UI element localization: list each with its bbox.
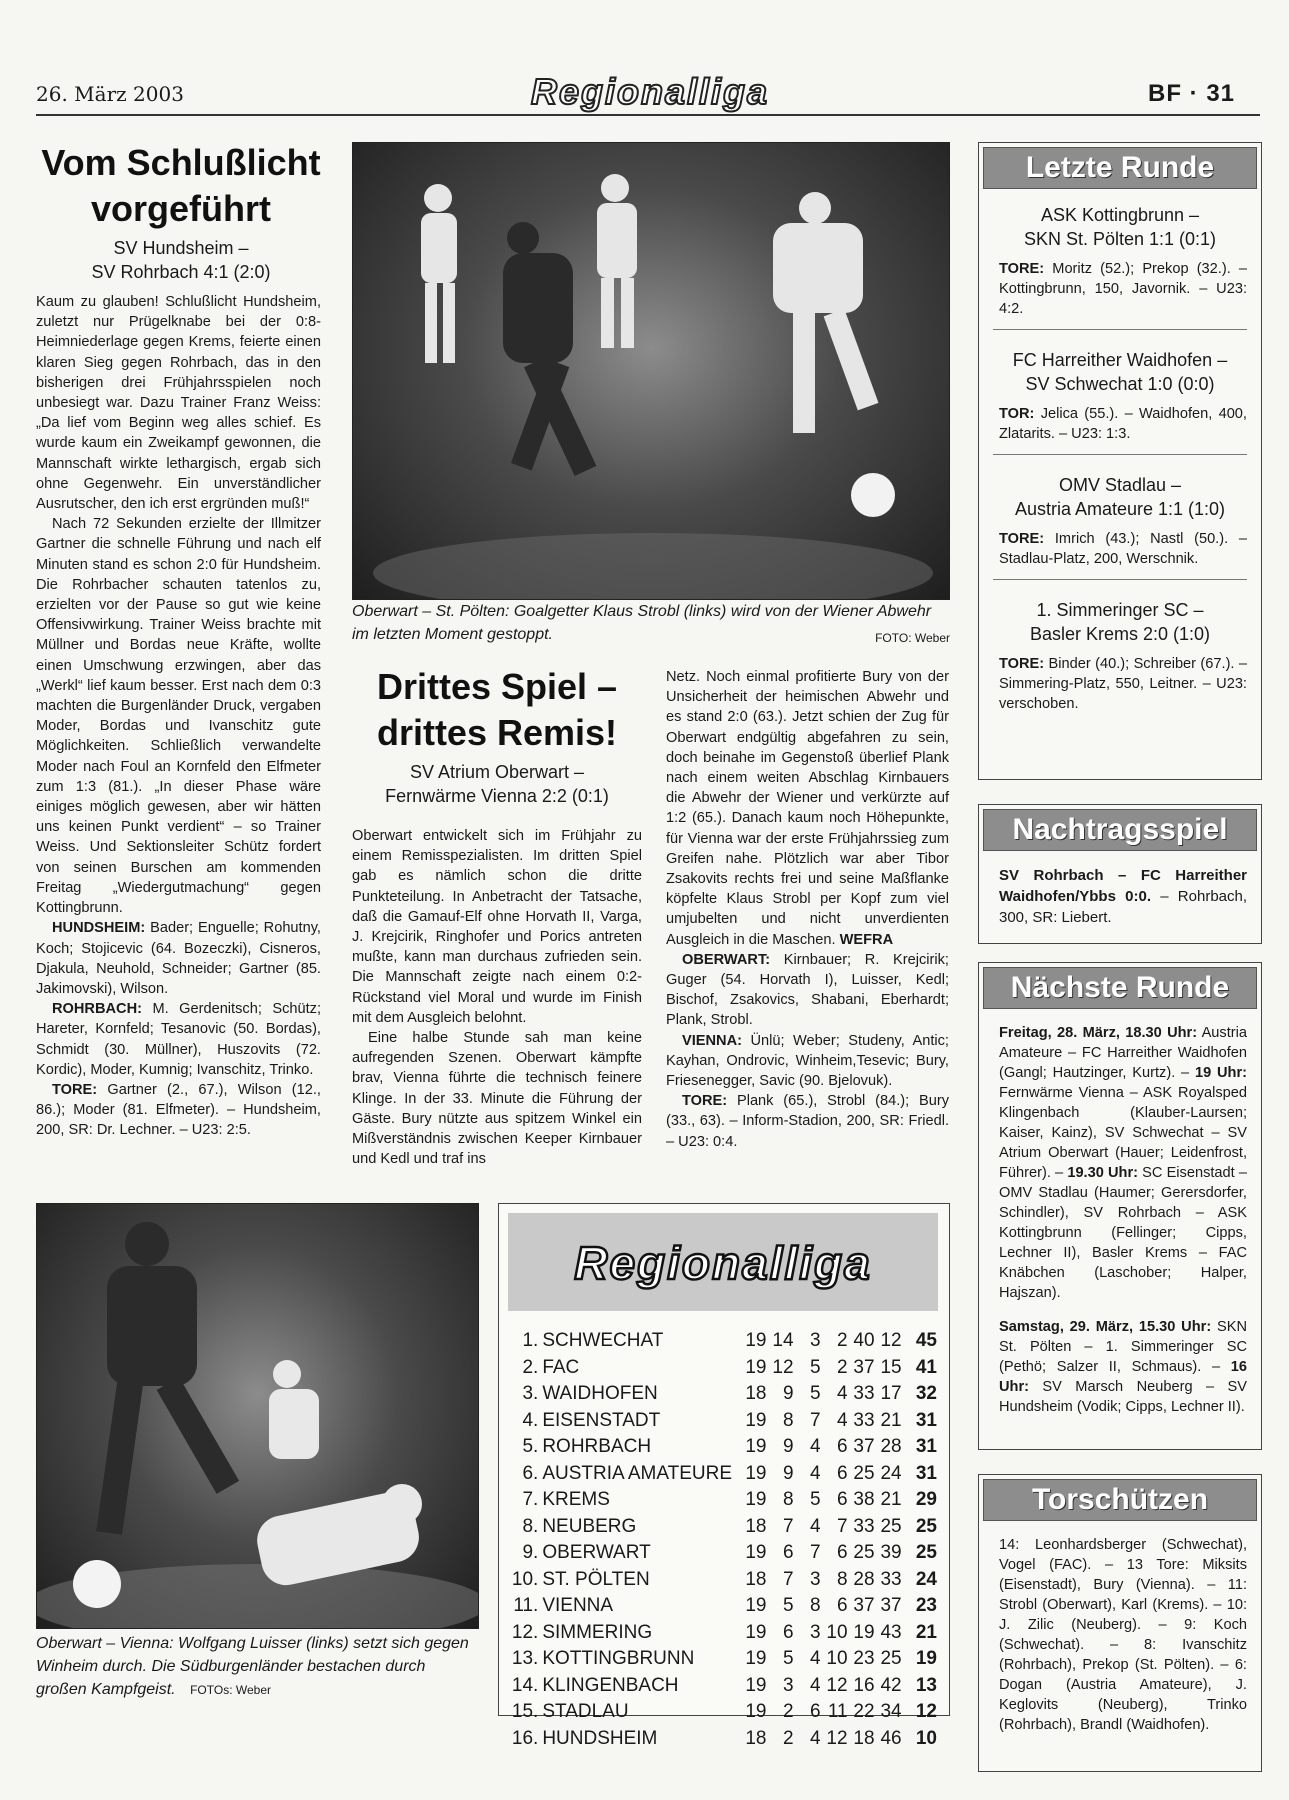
wins: 8 [782, 1409, 794, 1431]
team-name: WAIDHOFEN [542, 1383, 658, 1404]
goals-for: 18 [853, 1727, 875, 1749]
page-number: BF · 31 [1148, 80, 1236, 107]
losses: 6 [836, 1436, 848, 1457]
wins: 6 [782, 1621, 794, 1643]
header-rule [36, 114, 1260, 116]
losses: 4 [836, 1409, 848, 1431]
losses: 6 [836, 1489, 848, 1510]
team-name: SIMMERING [542, 1621, 653, 1643]
games: 19 [745, 1595, 767, 1616]
divider [993, 579, 1247, 580]
fixtures-friday [999, 1023, 1247, 1303]
goals-label: TORE: [52, 1081, 98, 1098]
team-name: SCHWECHAT [542, 1330, 664, 1351]
rank: 16. [511, 1727, 539, 1749]
losses: 10 [826, 1621, 848, 1643]
team-name: FAC [542, 1356, 580, 1378]
games: 18 [745, 1383, 767, 1404]
result-match: ASK Kottingbrunn – SKN St. Pölten 1:1 (0:1) [1023, 205, 1217, 249]
nachtrag-details: – Rohrbach, 300, SR: Liebert. [999, 888, 1248, 926]
wins: 9 [782, 1436, 794, 1457]
team-name: ROHRBACH [542, 1436, 652, 1457]
losses: 6 [836, 1462, 848, 1484]
rank: 7. [522, 1489, 539, 1510]
photo1-credit: FOTO: Weber [875, 631, 950, 645]
team-name: STADLAU [542, 1701, 629, 1722]
losses: 2 [836, 1356, 848, 1378]
draws: 5 [809, 1489, 821, 1510]
letzte-runde-title: Letzte Runde [983, 147, 1257, 189]
wins: 2 [782, 1701, 794, 1722]
players-silhouette [37, 1204, 478, 1628]
table-row [507, 1355, 937, 1382]
goals-for: 37 [853, 1595, 875, 1616]
article2-goals: Plank (65.), Strobl (84.); Bury (33., 63). – Inform-Stadion, 200, SR: Friedl. – U23: 0:4. [666, 1093, 949, 1150]
table-row [507, 1699, 937, 1726]
games: 18 [745, 1515, 767, 1537]
points: 19 [915, 1648, 937, 1669]
wins: 5 [782, 1595, 794, 1616]
nachtrag-text [999, 865, 1247, 928]
fixture-time: 16 Uhr: [999, 1359, 1247, 1395]
wins: 3 [782, 1674, 794, 1696]
points: 31 [915, 1409, 937, 1431]
losses: 4 [836, 1383, 848, 1404]
naechste-runde-title: Nächste Runde [983, 967, 1257, 1009]
goals-against: 37 [880, 1595, 902, 1616]
wins: 7 [782, 1568, 794, 1590]
article1-lineup-home: Bader; Enguelle; Rohutny, Koch; Stojicevic (64. Bozeczki), Cisneros, Djakula, Neuhold, Schneider; Gartner (85. Jakimovski), Wilson. [36, 920, 321, 997]
rank: 14. [511, 1674, 539, 1696]
result-details-text: Binder (40.); Schreiber (67.). – Simmering-Platz, 550, Leitner. – U23: verschoben. [999, 656, 1247, 712]
games: 19 [745, 1621, 767, 1643]
goals-against: 25 [880, 1515, 902, 1537]
fixture-text: SC Eisenstadt – OMV Stadlau (Haumer; Gerersdorfer, Schindler), SV Rohrbach – ASK Kottingbrunn (Fellinger; Cipps, Lechner II), Basler Krems – FAC Knäbchen (Laschober; Halper, Hajszan). [999, 1165, 1247, 1301]
draws: 4 [809, 1727, 821, 1749]
goals-against: 33 [880, 1568, 902, 1590]
nachtrag-result: SV Rohrbach – FC Harreither Waidhofen/Ybbs 0:0. [999, 867, 1247, 905]
standings-table [507, 1328, 937, 1752]
goals-against: 42 [880, 1674, 902, 1696]
games: 18 [745, 1727, 767, 1749]
wins: 7 [782, 1515, 794, 1537]
goals-against: 15 [880, 1356, 902, 1378]
draws: 7 [809, 1542, 821, 1563]
rank: 6. [522, 1462, 539, 1484]
fixture-text: SKN St. Pölten – 1. Simmeringer SC (Pethö; Salzer II, Schmaus). – [999, 1319, 1247, 1375]
table-row [507, 1408, 937, 1435]
standings-title-graphic [508, 1213, 938, 1311]
goals-label: TOR: [999, 406, 1035, 422]
games: 19 [745, 1356, 767, 1378]
team-name: HUNDSHEIM [542, 1727, 658, 1749]
rank: 10. [511, 1568, 539, 1590]
games: 19 [745, 1648, 767, 1669]
result-details-text: Moritz (52.); Prekop (32.). – Kottingbrunn, 150, Javornik. – U23: 4:2. [999, 261, 1247, 317]
points: 25 [915, 1515, 937, 1537]
team-name: OBERWART [542, 1542, 651, 1563]
article2-title: Drittes Spiel – drittes Remis! [376, 666, 618, 753]
points: 13 [915, 1674, 937, 1696]
result-details-text: Jelica (55.). – Waidhofen, 400, Zlatarits. – U23: 1:3. [999, 406, 1247, 442]
losses: 8 [836, 1568, 848, 1590]
games: 18 [745, 1568, 767, 1590]
rank: 3. [522, 1383, 539, 1404]
goals-for: 37 [853, 1436, 875, 1457]
rank: 9. [522, 1542, 539, 1563]
games: 19 [745, 1409, 767, 1431]
points: 45 [915, 1330, 937, 1351]
divider [993, 454, 1247, 455]
standings-box [498, 1203, 950, 1749]
games: 19 [745, 1462, 767, 1484]
draws: 4 [809, 1436, 821, 1457]
result-details [999, 654, 1247, 714]
section-title-text: Regionalliga [530, 71, 770, 112]
points: 10 [915, 1727, 937, 1749]
table-row [507, 1673, 937, 1700]
article2-author: WEFRA [839, 931, 894, 948]
goals-for: 38 [853, 1489, 875, 1510]
draws: 6 [809, 1701, 821, 1722]
torschuetzen-text: 14: Leonhardsberger (Schwechat), Vogel (FAC). – 13 Tore: Miksits (Eisenstadt), Bury (Vienna). – 11: Strobl (Oberwart), Karl (Krems). – 10: J. Zilic (Neuberg). – 9: Koch (Schwechat). – 8: Ivanschitz (Rohrbach), Prekop (St. Pölten). – 6: Dogan (Austria Amateure), J. Keglovits (Neuberg), Trinko (Rohrbach), Brandl (Waidhofen). [999, 1537, 1247, 1733]
draws: 4 [809, 1674, 821, 1696]
team-name: KOTTINGBRUNN [542, 1648, 695, 1669]
lineup-label: ROHRBACH: [52, 1001, 142, 1018]
losses: 12 [826, 1674, 848, 1696]
points: 21 [915, 1621, 937, 1643]
table-row [507, 1487, 937, 1514]
result-details [999, 259, 1247, 319]
rank: 11. [513, 1595, 539, 1616]
draws: 4 [809, 1648, 821, 1669]
losses: 6 [836, 1595, 848, 1616]
photo1-caption-text: Oberwart – St. Pölten: Goalgetter Klaus Strobl (links) wird von der Wiener Abwehr im letzten Moment gestoppt. [352, 603, 932, 643]
goals-for: 33 [853, 1515, 875, 1537]
points: 23 [915, 1595, 937, 1616]
table-row [507, 1567, 937, 1594]
goals-against: 12 [880, 1330, 902, 1351]
letzte-runde-box [978, 142, 1262, 780]
team-name: KLINGENBACH [542, 1674, 679, 1696]
draws: 3 [809, 1330, 821, 1351]
games: 19 [745, 1330, 767, 1351]
players-silhouette [353, 143, 949, 599]
losses: 2 [836, 1330, 848, 1351]
torschuetzen-box [978, 1474, 1262, 1772]
goals-for: 25 [853, 1462, 875, 1484]
article1-body [36, 292, 321, 1141]
rank: 8. [522, 1515, 539, 1537]
games: 19 [745, 1489, 767, 1510]
result-details [999, 404, 1247, 444]
fixture-time: Freitag, 28. März, 18.30 Uhr: [999, 1025, 1198, 1041]
team-name: EISENSTADT [542, 1409, 661, 1431]
losses: 11 [827, 1701, 848, 1722]
goals-for: 16 [853, 1674, 875, 1696]
match-photo-strobl [352, 142, 950, 600]
games: 19 [745, 1542, 767, 1563]
article1-lineup-away: M. Gerdenitsch; Schütz; Hareter, Kornfeld; Tesanovic (50. Bordas), Schmidt (30. Müllner), Huszovits (72. Kordic), Moder, Kumnig; Ivanschitz, Trinko. [36, 1001, 321, 1078]
wins: 14 [772, 1330, 794, 1351]
goals-against: 43 [880, 1621, 902, 1643]
wins: 5 [782, 1648, 794, 1669]
goals-for: 28 [853, 1568, 875, 1590]
goals-against: 39 [880, 1542, 902, 1563]
team-name: KREMS [542, 1489, 610, 1510]
goals-for: 33 [853, 1409, 875, 1431]
nachtrag-title: Nachtragsspiel [983, 809, 1257, 851]
games: 19 [745, 1674, 767, 1696]
result-details [999, 529, 1247, 569]
table-row [507, 1620, 937, 1647]
goals-for: 37 [853, 1356, 875, 1378]
goals-against: 21 [880, 1489, 902, 1510]
fixture-time: Samstag, 29. März, 15.30 Uhr: [999, 1319, 1212, 1335]
team-name: ST. PÖLTEN [542, 1568, 650, 1590]
goals-against: 24 [880, 1462, 902, 1484]
fixture-text: SV Marsch Neuberg – SV Hundsheim (Vodik; Cipps, Lechner II). [999, 1379, 1247, 1415]
result-match: FC Harreither Waidhofen – SV Schwechat 1:0 (0:0) [1012, 350, 1228, 394]
photo2-credit: FOTOs: Weber [190, 1683, 271, 1697]
losses: 12 [826, 1727, 848, 1749]
fixture-time: 19.30 Uhr: [1067, 1165, 1138, 1181]
points: 12 [915, 1701, 937, 1722]
goals-for: 40 [853, 1330, 875, 1351]
points: 31 [915, 1462, 937, 1484]
rank: 15. [511, 1701, 539, 1722]
article2-body-col1 [352, 826, 642, 1169]
goals-against: 25 [880, 1648, 902, 1669]
lineup-label: HUNDSHEIM: [52, 920, 146, 937]
draws: 3 [809, 1621, 821, 1643]
result-match: OMV Stadlau – Austria Amateure 1:1 (1:0) [1014, 475, 1226, 519]
article1-paragraph: Kaum zu glauben! Schlußlicht Hundsheim, zuletzt nur Prügelknabe bei der 0:8-Heimniederlage gegen Krems, feierte einen klaren Sieg gegen Rohrbach, das in den bisherigen drei Frühjahrsspielen noch unbesiegt war. Dazu Trainer Franz Weiss: „Da lief vom Beginn weg alles schief. Es wurde kaum ein Zweikampf gewonnen, die Mannschaft wirkte lethargisch, ergab sich ohne Gegenwehr. Ein unverständlicher Ausrutscher, den ich erst ergründen muß!“ [36, 294, 321, 513]
goals-against: 17 [880, 1383, 902, 1404]
points: 25 [915, 1542, 937, 1563]
wins: 12 [772, 1356, 794, 1378]
table-row [507, 1381, 937, 1408]
team-name: NEUBERG [542, 1515, 637, 1537]
points: 31 [915, 1436, 937, 1457]
result-details-text: Imrich (43.); Nastl (50.). – Stadlau-Platz, 200, Werschnik. [999, 531, 1247, 567]
table-row [507, 1646, 937, 1673]
section-title [515, 66, 785, 118]
table-row [507, 1434, 937, 1461]
losses: 7 [836, 1515, 848, 1537]
article2-paragraph: Eine halbe Stunde sah man keine aufregenden Szenen. Oberwart kämpfte brav, Vienna führte die technisch feinere Klinge. In der 33. Minute die Führung der Gäste. Bury nützte aus spitzem Winkel ein Mißverständnis zwischen Keeper Kirnbauer und Kedl und traf ins [352, 1030, 642, 1168]
article2-paragraph: Oberwart entwickelt sich im Frühjahr zu einem Remisspezialisten. Im dritten Spiel gab es nämlich schon die dritte Punkteteilung. In Anbetracht der Tatsache, daß die Gamauf-Elf ohne Horvath II, Varga, J. Krejcirik, Ringhofer und Porics antreten mußte, kann man durchaus zufrieden sein. Die Mannschaft zeigte nach einem 0:2-Rückstand viel Moral und wurde im Finish mit dem Ausgleich belohnt. [352, 828, 642, 1026]
points: 32 [915, 1383, 937, 1404]
table-row [507, 1461, 937, 1488]
lineup-label: OBERWART: [682, 951, 771, 968]
wins: 6 [782, 1542, 794, 1563]
goals-label: TORE: [999, 261, 1045, 277]
draws: 5 [809, 1383, 821, 1404]
team-name: VIENNA [542, 1595, 614, 1616]
fixture-text: Austria Amateure – FC Harreither Waidhofen (Gangl; Hautzinger, Kurtz). – [999, 1025, 1247, 1081]
goals-label: TORE: [999, 656, 1045, 672]
goals-for: 23 [853, 1648, 875, 1669]
draws: 3 [809, 1568, 821, 1590]
article1-title: Vom Schlußlicht vorgeführt [41, 142, 321, 229]
rank: 2. [522, 1356, 539, 1378]
article2-lineup-home: Kirnbauer; R. Krejcirik; Guger (54. Horvath I), Luisser, Kedl; Bischof, Zsakovics, Shabani, Eberhardt; Plank, Strobl. [666, 951, 949, 1029]
standings-title: Regionalliga [574, 1237, 872, 1289]
table-row [507, 1328, 937, 1355]
table-row [507, 1514, 937, 1541]
draws: 8 [809, 1595, 821, 1616]
goals-label: TORE: [682, 1093, 728, 1110]
goals-for: 33 [853, 1383, 875, 1404]
rank: 5. [522, 1436, 539, 1457]
points: 29 [915, 1489, 937, 1510]
goals-against: 46 [880, 1727, 902, 1749]
article1-goals: Gartner (2., 67.), Wilson (12., 86.); Moder (81. Elfmeter). – Hundsheim, 200, SR: Dr. Lechner. – U23: 2:5. [36, 1081, 321, 1139]
article2-body-col2 [666, 667, 949, 1152]
article1-match: SV Hundsheim – SV Rohrbach 4:1 (2:0) [91, 238, 271, 282]
wins: 9 [782, 1462, 794, 1484]
wins: 8 [782, 1489, 794, 1510]
torschuetzen-title: Torschützen [983, 1479, 1257, 1521]
match-photo-luisser [36, 1203, 479, 1629]
fixtures-saturday [999, 1317, 1247, 1417]
table-row [507, 1726, 937, 1753]
table-row [507, 1540, 937, 1567]
draws: 4 [809, 1462, 821, 1484]
goals-against: 21 [880, 1409, 902, 1431]
goals-for: 22 [853, 1701, 875, 1722]
article2-lineup-away: Ünlü; Weber; Studeny, Antic; Kayhan, Ondrovic, Winheim,Tesevic; Bury, Friesenegger, Savic (90. Bjelovuk). [666, 1032, 949, 1090]
games: 19 [745, 1701, 767, 1722]
result-match: 1. Simmeringer SC – Basler Krems 2:0 (1:0) [1029, 600, 1211, 644]
draws: 7 [809, 1409, 821, 1431]
goals-for: 25 [853, 1542, 875, 1563]
losses: 6 [836, 1542, 848, 1563]
photo2-caption [36, 1632, 477, 1702]
fixture-text: Fernwärme Vienna – ASK Royalsped Klingenbach (Klauber-Laursen; Kaiser, Kainz), SV Schwechat – SV Atrium Oberwart (Hauer; Leidenfrost, Führer). – [999, 1085, 1247, 1181]
goals-for: 19 [853, 1621, 875, 1643]
rank: 12. [511, 1621, 539, 1643]
goals-against: 34 [880, 1701, 902, 1722]
article2-match: SV Atrium Oberwart – Fernwärme Vienna 2:2 (0:1) [385, 762, 609, 806]
rank: 1. [522, 1330, 539, 1351]
photo1-caption [352, 600, 950, 650]
losses: 10 [826, 1648, 848, 1669]
points: 41 [915, 1356, 937, 1378]
rank: 13. [511, 1648, 539, 1669]
naechste-runde-box [978, 962, 1262, 1450]
team-name: AUSTRIA AMATEURE [542, 1462, 733, 1484]
wins: 2 [782, 1727, 794, 1749]
article2-paragraph: Netz. Noch einmal profitierte Bury von der Unsicherheit der heimischen Abwehr und es stand 2:0 (63.). Jetzt schien der Zug für Oberwart endgültig abgefahren zu sein, doch beinahe im Gegenstoß überlief Plank nach einem weiten Abschlag Kirnbauers die Abwehr der Wiener und verkürzte auf 1:2 (65.). Danach kaum noch Höhepunkte, für Vienna war der erste Frühjahrssieg zum Greifen nahe. Plötzlich war aber Tibor Zsakovits rechts frei und seine Maßflanke köpfelte Klaus Strobl per Kopf zum viel umjubelten und nicht unverdienten Ausgleich in die Maschen. [666, 669, 949, 948]
draws: 4 [809, 1515, 821, 1537]
article1-paragraph: Nach 72 Sekunden erzielte der Illmitzer Gartner die schnelle Führung und nach elf Minuten stand es schon 2:0 für Hundsheim. Die Rohrbacher schauten tatenlos zu, erzielten vor der Pause so gut wie keine Offensivwirkung. Trainer Weiss brachte mit Müllner und Bordas neue Kräfte, wollte einen Umschwung erzwingen, aber das „Werkl“ lief kaum besser. Erst nach dem 0:3 machten die Burgenländer Druck, vergaben Moder, Bordas und Ivanschitz gute Möglichkeiten. Schließlich verwandelte Moder nach Foul an Kornfeld den Elfmeter zum 1:3 (81.). „In dieser Phase wäre einiges möglich gewesen, aber wir hätten uns keinen Punkt verdient“ – so Trainer Weiss. Und Sektionsleiter Schütz fordert von seinen Burschen am kommenden Freitag „Wiedergutmachung“ gegen Kottingbrunn. [36, 516, 321, 917]
fixture-time: 19 Uhr: [1194, 1065, 1248, 1081]
divider [993, 329, 1247, 330]
wins: 9 [782, 1383, 794, 1404]
issue-date: 26. März 2003 [36, 82, 184, 106]
standings-header [508, 1213, 938, 1311]
points: 24 [915, 1568, 937, 1590]
games: 19 [745, 1436, 767, 1457]
nachtrag-box [978, 804, 1262, 944]
goals-against: 28 [880, 1436, 902, 1457]
rank: 4. [522, 1409, 539, 1431]
goals-label: TORE: [999, 531, 1045, 547]
lineup-label: VIENNA: [682, 1032, 742, 1049]
draws: 5 [809, 1356, 821, 1378]
photo2-caption-text: Oberwart – Vienna: Wolfgang Luisser (links) setzt sich gegen Winheim durch. Die Südburgenländer bestachen durch großen Kampfgeist. [36, 1635, 469, 1698]
table-row [507, 1593, 937, 1620]
